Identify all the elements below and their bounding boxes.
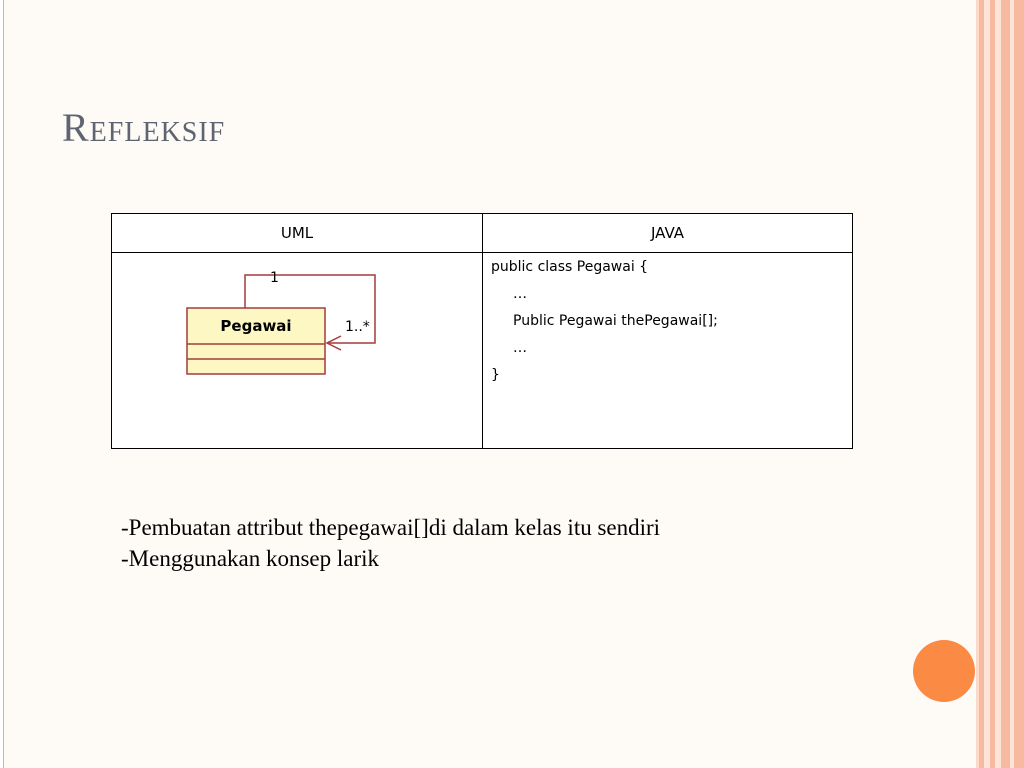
uml-multiplicity-target: 1..* <box>345 319 370 335</box>
note-item: -Pembuatan attribut thepegawai[]di dalam kelas itu sendiri <box>121 515 661 540</box>
table-header-java: JAVA <box>483 214 853 253</box>
table-header-row <box>112 214 853 253</box>
code-line: Public Pegawai thePegawai[]; <box>513 313 718 329</box>
table-row <box>112 253 853 449</box>
code-line: public class Pegawai { <box>491 259 649 275</box>
note-item: -Menggunakan konsep larik <box>121 546 380 571</box>
code-line: … <box>513 286 527 302</box>
java-cell <box>483 253 853 449</box>
java-code <box>483 253 852 394</box>
decor-stripe <box>1014 0 1024 768</box>
uml-cell <box>112 253 483 449</box>
table-header-uml: UML <box>112 214 483 253</box>
decor-stripe <box>1001 0 1010 768</box>
uml-class-name: Pegawai <box>220 317 292 335</box>
comparison-table <box>111 213 853 449</box>
uml-multiplicity-source: 1 <box>270 270 279 286</box>
slide-title: Refleksif <box>62 105 226 150</box>
uml-diagram <box>112 253 482 448</box>
code-line: } <box>491 367 500 383</box>
code-line: … <box>513 340 527 356</box>
accent-circle <box>913 640 975 702</box>
notes-list <box>121 512 660 574</box>
